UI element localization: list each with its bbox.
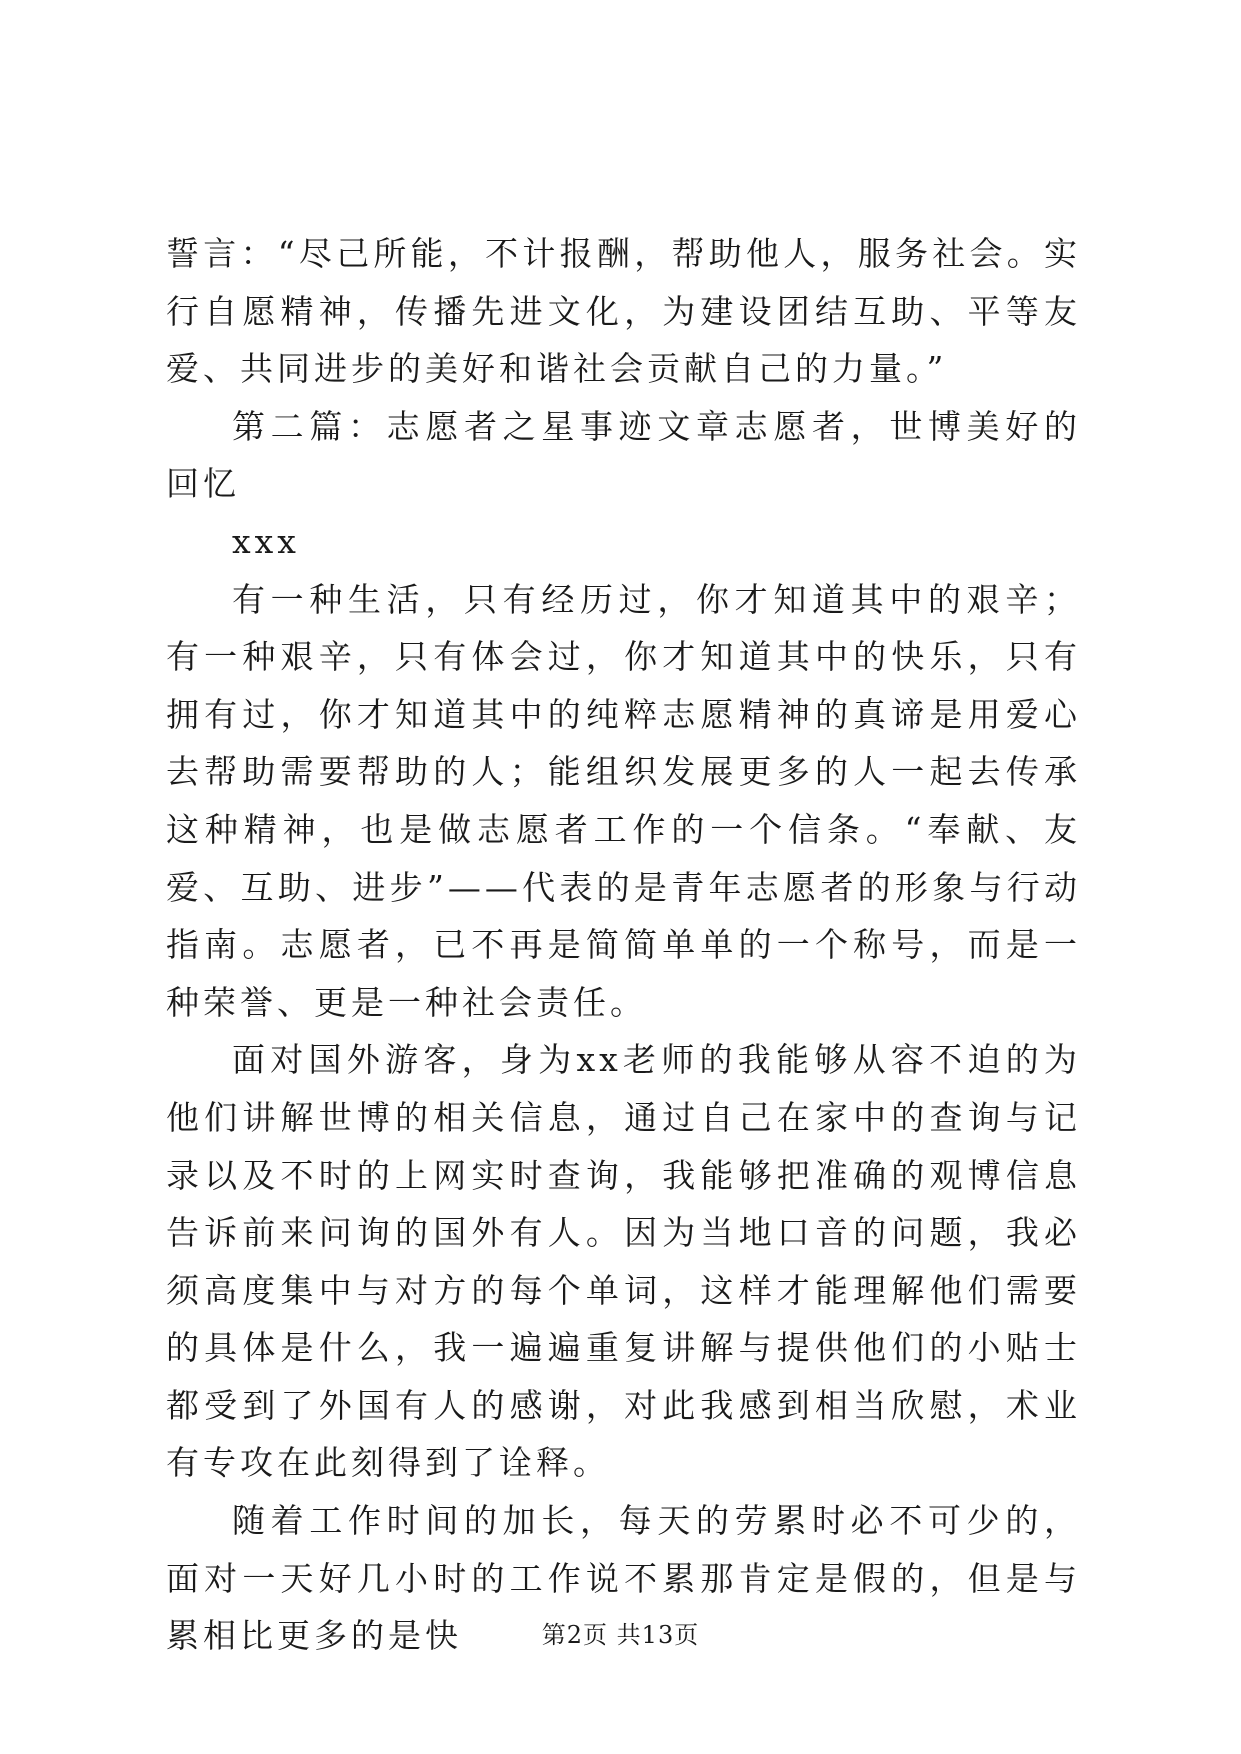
body-paragraph: 面对国外游客，身为xx老师的我能够从容不迫的为他们讲解世博的相关信息，通过自己在家中的查询与记录以及不时的上网实时查询，我能够把准确的观博信息告诉前来问询的国外有人。因为当地口音的问题，我必须高度集中与对方的每个单词，这样才能理解他们需要的具体是什么，我一遍遍重复讲解与提供他们的小贴士都受到了外国有人的感谢，对此我感到相当欣慰，术业有专攻在此刻得到了诠释。 xyxy=(166,1040,1081,1483)
author-line: xxx xyxy=(232,521,300,561)
body-paragraph: 随着工作时间的加长，每天的劳累时必不可少的，面对一天好几小时的工作说不累那肯定是假的，但是与累相比更多的是快 xyxy=(166,1501,1081,1656)
body-paragraph: 有一种生活，只有经历过，你才知道其中的艰辛；有一种艰辛，只有体会过，你才知道其中的快乐，只有拥有过，你才知道其中的纯粹志愿精神的真谛是用爱心去帮助需要帮助的人；能组织发展更多的人一起去传承这种精神，也是做志愿者工作的一个信条。“奉献、友爱、互助、进步”——代表的是青年志愿者的形象与行动指南。志愿者，已不再是简简单单的一个称号，而是一种荣誉、更是一种社会责任。 xyxy=(166,579,1081,1022)
section-heading: 第二篇：志愿者之星事迹文章志愿者，世博美好的回忆 xyxy=(166,406,1081,504)
document-body xyxy=(166,225,1081,1665)
oath-paragraph: 誓言：“尽己所能，不计报酬，帮助他人，服务社会。实行自愿精神，传播先进文化，为建设团结互助、平等友爱、共同进步的美好和谐社会贡献自己的力量。” xyxy=(166,234,1081,389)
page-number-footer: 第2页 共13页 xyxy=(541,1621,700,1649)
